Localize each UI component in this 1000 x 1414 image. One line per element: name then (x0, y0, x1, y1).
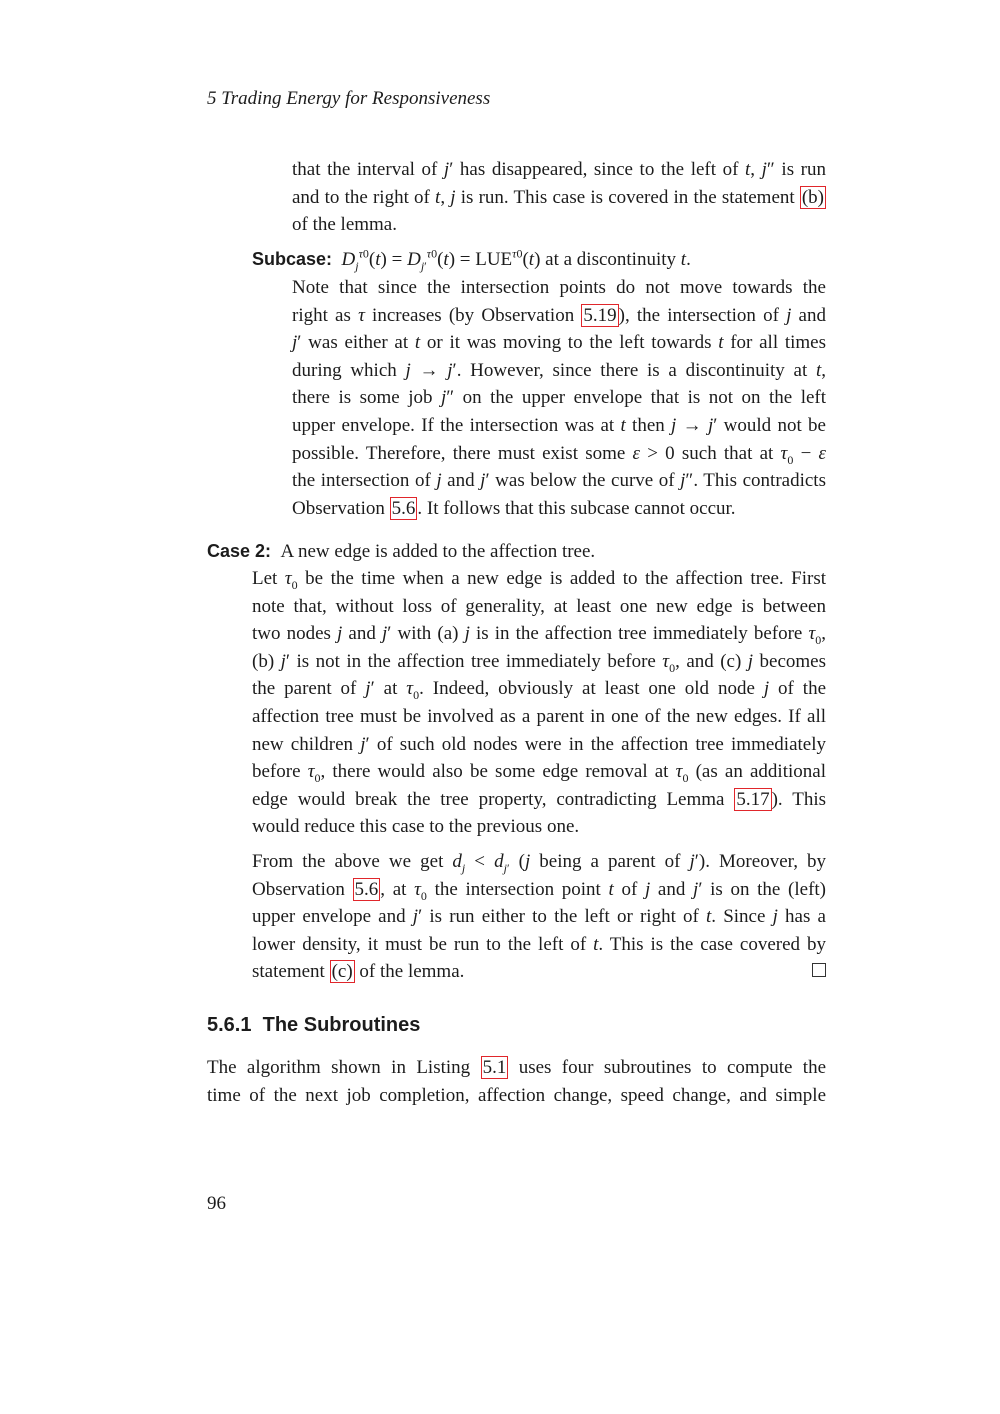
section-heading (207, 1014, 420, 1037)
text-line: right as τ increases (by Observation 5.19 ), the intersection of j and (292, 304, 826, 326)
text-line: lower density, it must be run to the left of t. This is the case covered by (252, 933, 826, 955)
text-line: the intersection of j and j′ was below the curve of j″. This contradicts (292, 470, 826, 492)
ref-link-5-19[interactable]: 5.19 (583, 304, 617, 326)
text-line: affection tree must be involved as a parent in one of the new edges. If all (252, 705, 826, 727)
subcase-formula: $D_j^{\tau 0}(t) = D_{j'}^{\tau 0}(t) = LUE^{\tau 0}(t)$ at a discontinuity t. (341, 246, 691, 273)
text-line: Let $\tau_0$ be the time when a new edge is added to the affection tree. First (252, 568, 826, 592)
case2-header (207, 538, 595, 566)
running-head: 5 Trading Energy for Responsiveness (207, 88, 491, 109)
case2-paragraph-2 (252, 848, 826, 986)
text-line: before $\tau_0$, there would also be some edge removal at $\tau_0$ (as an additional (252, 761, 826, 785)
text-line: Note that since the intersection points do not move towards the (292, 277, 826, 298)
text-line: the parent of j′ at $\tau_0$. Indeed, obviously at least one old node j of the (252, 678, 826, 703)
qed-square-icon (812, 963, 826, 977)
text-line: note that, without loss of generality, at least one new edge is between (252, 595, 826, 617)
text-line: (b) j′ is not in the affection tree immediately before $\tau_0$, and (c) j becomes (252, 650, 826, 675)
top-paragraph (292, 156, 826, 239)
ref-link-5-6[interactable]: 5.6 (391, 497, 416, 519)
text-line: Observation 5.6 . It follows that this subcase cannot occur. (292, 497, 736, 519)
ref-link-b[interactable]: (b) (801, 186, 824, 208)
text-line: would reduce this case to the previous one. (252, 816, 580, 838)
text-line: The algorithm shown in Listing 5.1 uses four subroutines to compute the (207, 1057, 827, 1078)
ref-link-5-17[interactable]: 5.17 (736, 788, 770, 810)
text-line: statement (c) of the lemma. (252, 961, 465, 983)
text-line: and to the right of t, j is run. This case is covered in the statement (b) (292, 186, 824, 208)
subcase-label: Subcase: (252, 249, 333, 269)
text-line: j′ was either at t or it was moving to the left towards t for all times (292, 332, 826, 354)
text-line: time of the next job completion, affection change, speed change, and simple (207, 1084, 826, 1106)
text-line: Observation 5.6 , at $\tau_0$ the intersection point t of j and j′ is on the (left) (252, 878, 827, 903)
text-line: of the lemma. (292, 214, 397, 236)
text-line: there is some job j″ on the upper envelope that is not on the left (292, 387, 827, 409)
text-line: new children j′ of such old nodes were in the affection tree immediately (252, 733, 826, 755)
section-title: The Subroutines (262, 1014, 421, 1036)
ref-link-5-6b[interactable]: 5.6 (354, 878, 379, 900)
case2-label: Case 2: (207, 541, 272, 561)
subcase-header (252, 246, 832, 274)
page-number: 96 (207, 1193, 226, 1214)
section-number: 5.6.1 (207, 1014, 252, 1036)
ref-link-c[interactable]: (c) (331, 961, 353, 983)
section-paragraph (207, 1054, 826, 1109)
subcase-body (292, 274, 826, 522)
case2-paragraph-1 (252, 565, 826, 841)
text-line: upper envelope. If the intersection was at t then j → j′ would not be (292, 414, 826, 436)
text-line: upper envelope and j′ is run either to the left or right of t. Since j has a (252, 906, 826, 928)
case2-title: A new edge is added to the affection tree. (280, 541, 596, 562)
text-line: edge would break the tree property, contradicting Lemma 5.17 ). This (252, 788, 826, 810)
text-line: From the above we get $d_j < d_{j'}$ (j being a parent of j′). Moreover, by (252, 851, 827, 875)
ref-link-listing-5-1[interactable]: 5.1 (482, 1057, 507, 1078)
text-line: possible. Therefore, there must exist some ε > 0 such that at $\tau_0 - \varepsilon$ (292, 442, 826, 467)
text-line: two nodes j and j′ with (a) j is in the affection tree immediately before $\tau_0$, (252, 623, 827, 647)
text-line: during which j → j′. However, since there is a discontinuity at t, (292, 359, 826, 381)
text-line: that the interval of j′ has disappeared, since to the left of t, j″ is run (292, 159, 827, 180)
